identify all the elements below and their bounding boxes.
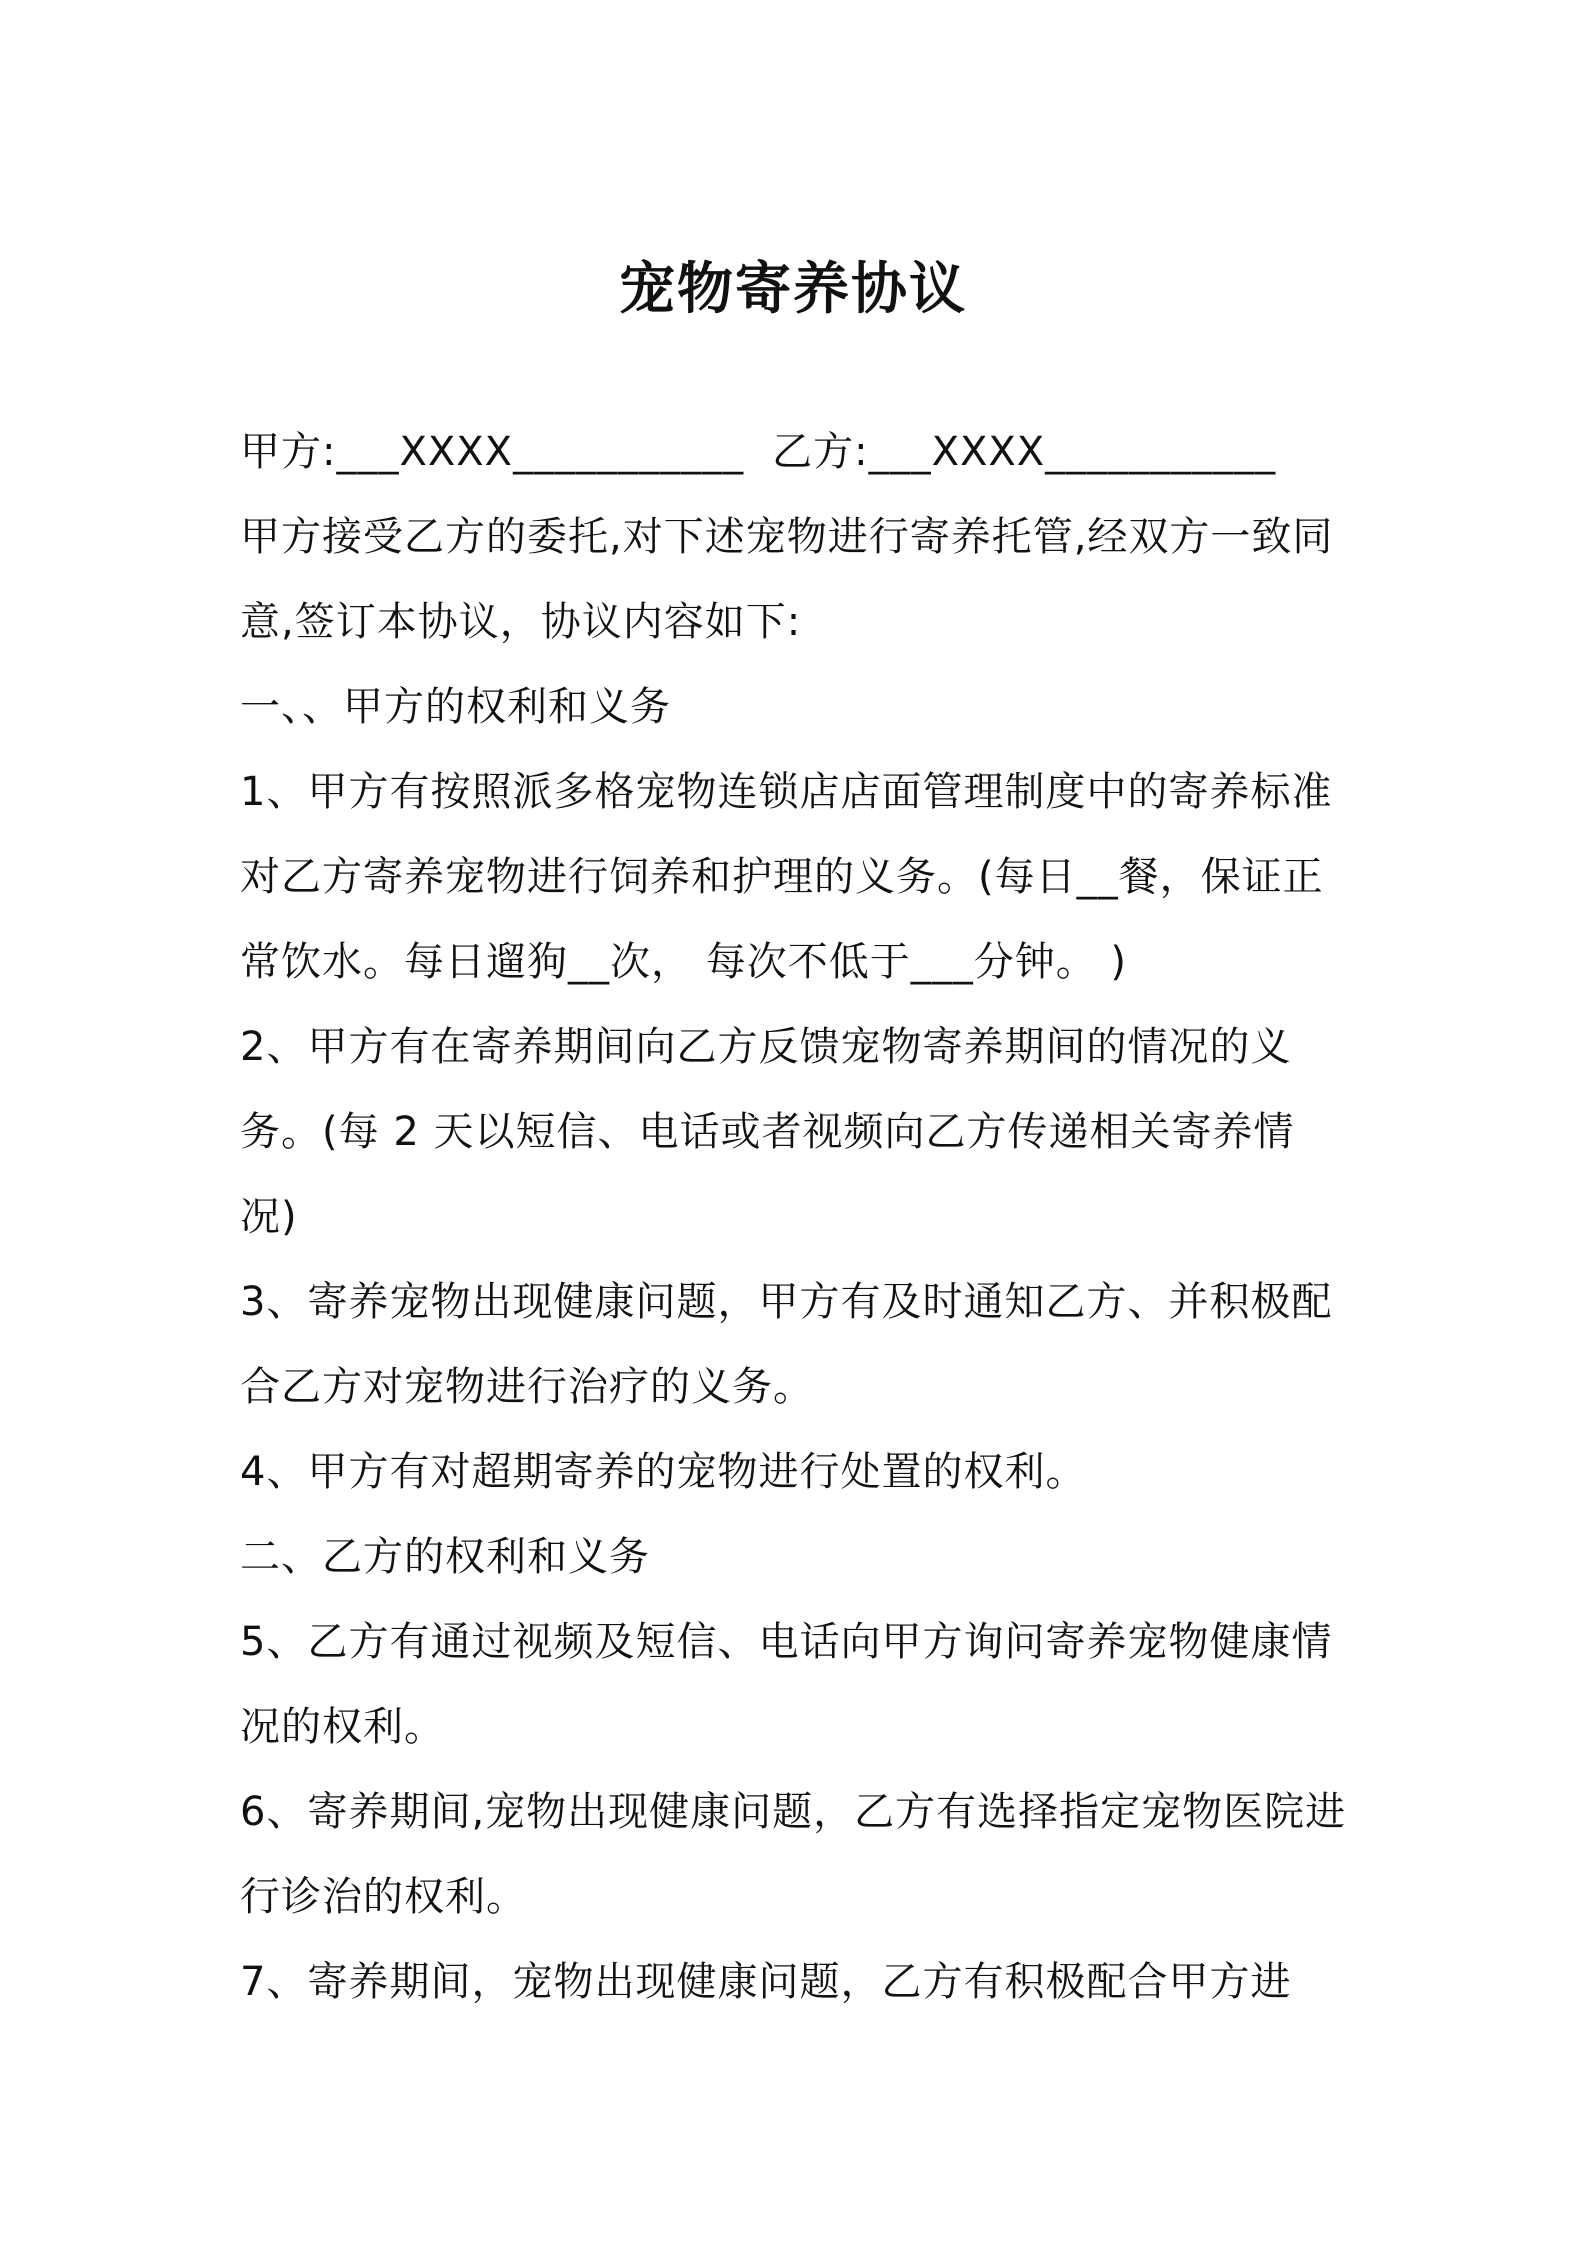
clause-6: 6、寄养期间,宠物出现健康问题，乙方有选择指定宠物医院进行诊治的权利。 [240,1789,1347,1920]
clause-7: 7、寄养期间，宠物出现健康问题，乙方有积极配合甲方进 [240,1959,1292,2005]
clause-3: 3、寄养宠物出现健康问题，甲方有及时通知乙方、并积极配合乙方对宠物进行治疗的义务。 [240,1279,1333,1410]
clause-5: 5、乙方有通过视频及短信、电话向甲方询问寄养宠物健康情况的权利。 [240,1619,1333,1750]
section-heading-party-a: 一、、甲方的权利和义务 [240,684,671,730]
document-body [240,410,1350,2025]
clause-4: 4、甲方有对超期寄养的宠物进行处置的权利。 [240,1449,1087,1495]
document-title: 宠物寄养协议 [619,257,967,322]
section-heading-party-b: 二、乙方的权利和义务 [240,1534,650,1580]
party-b-field: 乙方:___XXXX___________ [772,429,1277,475]
clause-1: 1、甲方有按照派多格宠物连锁店店面管理制度中的寄养标准对乙方寄养宠物进行饲养和护理的义务。(每日__餐，保证正常饮水。每日遛狗__次， 每次不低于___分钟。 ) [240,769,1333,985]
clause-2: 2、甲方有在寄养期间向乙方反馈宠物寄养期间的情况的义务。(每 2 天以短信、电话或者视频向乙方传递相关寄养情况) [240,1024,1295,1240]
party-a-field: 甲方:___XXXX___________ [240,429,745,475]
intro-paragraph: 甲方接受乙方的委托,对下述宠物进行寄养托管,经双方一致同意,签订本协议，协议内容如下: [240,514,1334,645]
party-line [240,410,1350,495]
